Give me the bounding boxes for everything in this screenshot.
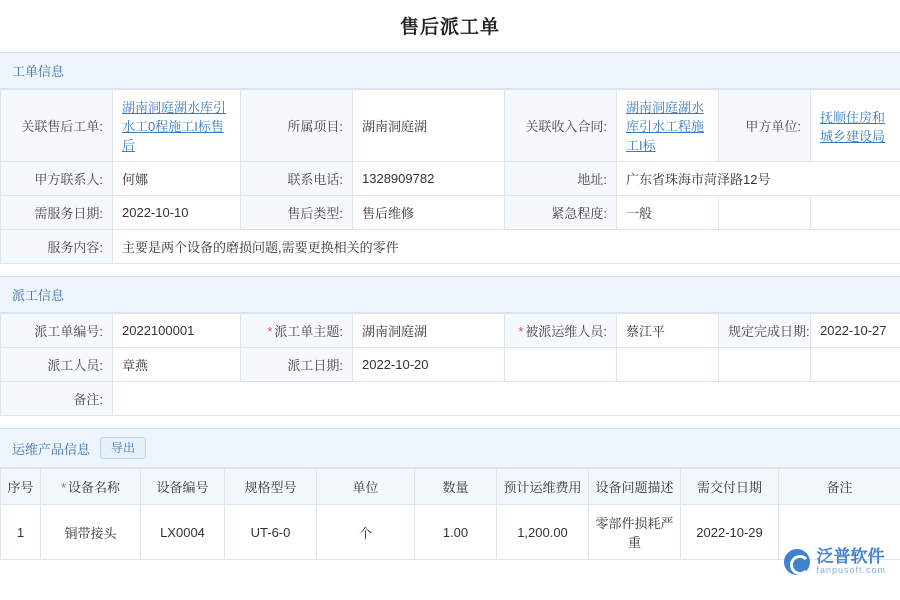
label-dispatch-date: 派工日期: bbox=[241, 348, 353, 382]
value-empty-cell-4 bbox=[617, 348, 719, 382]
required-marker: * bbox=[267, 324, 273, 339]
value-subject: 湖南洞庭湖 bbox=[353, 314, 505, 348]
column-header-issue: 设备问题描述 bbox=[589, 469, 681, 505]
column-header-cost: 预计运维费用 bbox=[497, 469, 589, 505]
table-row bbox=[1, 348, 900, 382]
table-row bbox=[1, 382, 900, 416]
label-urgency: 紧急程度: bbox=[505, 196, 617, 230]
cell-remark bbox=[779, 505, 900, 560]
value-due-date: 2022-10-27 bbox=[811, 314, 900, 348]
label-assigned-staff: * 被派运维人员: bbox=[505, 314, 617, 348]
section-header-work-order bbox=[0, 52, 900, 89]
watermark-brand-cn: 泛普软件 bbox=[816, 547, 885, 566]
label-service-content: 服务内容: bbox=[1, 230, 113, 264]
section-header-product bbox=[0, 428, 900, 468]
cell-code: LX0004 bbox=[141, 505, 225, 560]
spacer-2 bbox=[0, 416, 900, 428]
value-assigned-staff: 蔡江平 bbox=[617, 314, 719, 348]
cell-spec: UT-6-0 bbox=[225, 505, 317, 560]
column-header-unit: 单位 bbox=[317, 469, 415, 505]
label-subject: * 派工单主题: bbox=[241, 314, 353, 348]
column-header-deliver-date: 需交付日期 bbox=[681, 469, 779, 505]
section-header-dispatch bbox=[0, 276, 900, 313]
value-service-date: 2022-10-10 bbox=[113, 196, 241, 230]
link-related-after-sales[interactable]: 湖南洞庭湖水库引水工0程施工I标售后 bbox=[122, 100, 227, 153]
cell-name: 铜带接头 bbox=[41, 505, 141, 560]
value-dispatch-date: 2022-10-20 bbox=[353, 348, 505, 382]
page-title: 售后派工单 bbox=[399, 17, 500, 38]
label-related-after-sales: 关联售后工单: bbox=[1, 90, 113, 162]
value-dispatcher: 章燕 bbox=[113, 348, 241, 382]
required-marker: * bbox=[518, 324, 524, 339]
value-dispatch-no: 2022100001 bbox=[113, 314, 241, 348]
product-table-header-row bbox=[1, 469, 900, 505]
label-related-income-contract: 关联收入合同: bbox=[505, 90, 617, 162]
table-row bbox=[1, 162, 900, 196]
table-row bbox=[1, 230, 900, 264]
value-empty-cell-3 bbox=[505, 348, 617, 382]
column-header-code: 设备编号 bbox=[141, 469, 225, 505]
value-party-a-contact: 何娜 bbox=[113, 162, 241, 196]
required-marker: * bbox=[60, 480, 67, 496]
value-address: 广东省珠海市菏泽路12号 bbox=[617, 162, 900, 196]
value-empty-cell-6 bbox=[811, 348, 900, 382]
cell-issue: 零部件损耗严重 bbox=[589, 505, 681, 560]
link-party-a[interactable]: 抚顺住房和城乡建设局 bbox=[820, 109, 886, 144]
label-dispatcher: 派工人员: bbox=[1, 348, 113, 382]
column-header-remark: 备注 bbox=[779, 469, 900, 505]
export-button[interactable]: 导出 bbox=[100, 437, 146, 459]
column-header-name: * 设备名称 bbox=[41, 469, 141, 505]
value-urgency: 一般 bbox=[617, 196, 719, 230]
value-after-sales-type: 售后维修 bbox=[353, 196, 505, 230]
spacer-1 bbox=[0, 264, 900, 276]
value-party-a[interactable] bbox=[811, 90, 900, 162]
label-dispatch-no: 派工单编号: bbox=[1, 314, 113, 348]
dispatch-table bbox=[0, 313, 900, 416]
section-title-work-order: 工单信息 bbox=[12, 64, 65, 79]
value-service-content: 主要是两个设备的磨损问题,需要更换相关的零件 bbox=[113, 230, 900, 264]
link-related-income-contract[interactable]: 湖南洞庭湖水库引水工程施工I标 bbox=[626, 100, 705, 153]
value-remark bbox=[113, 382, 900, 416]
column-header-index: 序号 bbox=[1, 469, 41, 505]
product-table bbox=[0, 468, 900, 560]
table-row bbox=[1, 196, 900, 230]
value-project: 湖南洞庭湖 bbox=[353, 90, 505, 162]
value-empty-cell-5 bbox=[719, 348, 811, 382]
label-address: 地址: bbox=[505, 162, 617, 196]
label-due-date: 规定完成日期: bbox=[719, 314, 811, 348]
value-related-after-sales[interactable] bbox=[113, 90, 241, 162]
value-empty-cell-1 bbox=[719, 196, 811, 230]
table-row bbox=[1, 90, 900, 162]
column-header-qty: 数量 bbox=[415, 469, 497, 505]
label-after-sales-type: 售后类型: bbox=[241, 196, 353, 230]
value-related-income-contract[interactable] bbox=[617, 90, 719, 162]
cell-unit: 个 bbox=[317, 505, 415, 560]
cell-index: 1 bbox=[1, 505, 41, 560]
cell-deliver-date: 2022-10-29 bbox=[681, 505, 779, 560]
label-phone: 联系电话: bbox=[241, 162, 353, 196]
value-empty-cell-2 bbox=[811, 196, 900, 230]
section-title-product: 运维产品信息 bbox=[12, 441, 91, 457]
table-row[interactable] bbox=[1, 505, 900, 560]
column-header-spec: 规格型号 bbox=[225, 469, 317, 505]
work-order-table bbox=[0, 89, 900, 264]
label-service-date: 需服务日期: bbox=[1, 196, 113, 230]
label-party-a: 甲方单位: bbox=[719, 90, 811, 162]
label-party-a-contact: 甲方联系人: bbox=[1, 162, 113, 196]
label-project: 所属项目: bbox=[241, 90, 353, 162]
cell-qty: 1.00 bbox=[415, 505, 497, 560]
cell-cost: 1,200.00 bbox=[497, 505, 589, 560]
label-remark: 备注: bbox=[1, 382, 113, 416]
value-phone: 1328909782 bbox=[353, 162, 505, 196]
section-title-dispatch: 派工信息 bbox=[12, 288, 65, 303]
watermark-brand-en: fanpusoft.com bbox=[816, 564, 886, 575]
table-row bbox=[1, 314, 900, 348]
